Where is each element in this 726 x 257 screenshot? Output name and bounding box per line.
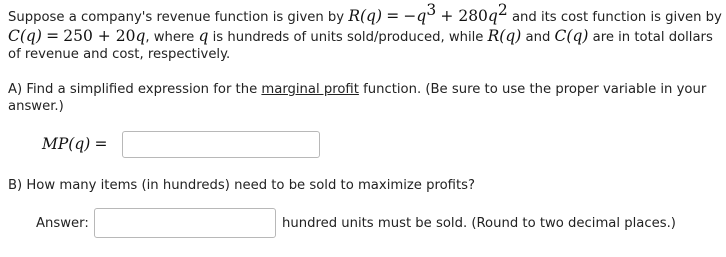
exponent-3: 3: [426, 1, 437, 19]
revenue-function-label: R(q): [348, 7, 382, 25]
marginal-profit-input[interactable]: [122, 131, 320, 158]
intro-line-2: [8, 27, 713, 45]
equals-sign: =: [94, 135, 108, 153]
intro-text-4: is hundreds of units sold/produced, while: [212, 30, 484, 45]
intro-text-3: , where: [145, 30, 195, 45]
variable-q: q: [416, 7, 427, 25]
part-a-text-2: function. (Be sure to use the proper variable in your: [363, 82, 707, 97]
cost-function-label: C(q): [8, 27, 42, 45]
variable-q: q: [135, 27, 146, 45]
part-b-prompt: B) How many items (in hundreds) need to be sold to maximize profits?: [8, 178, 476, 193]
revenue-term-280: + 280: [440, 7, 488, 25]
intro-text-5: and: [525, 30, 551, 45]
part-a-prompt: [8, 82, 706, 97]
answer-label: Answer:: [36, 216, 89, 231]
part-a-text-1: A) Find a simplified expression for the: [8, 82, 258, 97]
marginal-profit-link[interactable]: marginal profit: [261, 82, 359, 97]
answer-suffix: hundred units must be sold. (Round to two decimal places.): [282, 216, 676, 231]
marginal-profit-function-label: MP(q): [42, 135, 91, 153]
intro-line-1: [8, 1, 722, 25]
intro-text-2: and its cost function is given by: [511, 10, 722, 25]
max-profit-quantity-input[interactable]: [94, 208, 276, 238]
variable-q: q: [198, 27, 209, 45]
equals-sign: =: [46, 27, 60, 45]
intro-text-6: are in total dollars: [592, 30, 713, 45]
minus-sign: −: [403, 7, 417, 25]
variable-q: q: [487, 7, 498, 25]
cost-expression: 250 + 20: [63, 27, 136, 45]
intro-line-3: of revenue and cost, respectively.: [8, 47, 231, 62]
equals-sign: =: [386, 7, 400, 25]
intro-text-1: Suppose a company's revenue function is given by: [8, 10, 345, 25]
cost-function-label: C(q): [554, 27, 589, 45]
mp-label: [42, 135, 108, 153]
revenue-function-label: R(q): [487, 27, 522, 45]
exponent-2: 2: [497, 1, 508, 19]
part-a-prompt-cont: answer.): [8, 99, 64, 114]
